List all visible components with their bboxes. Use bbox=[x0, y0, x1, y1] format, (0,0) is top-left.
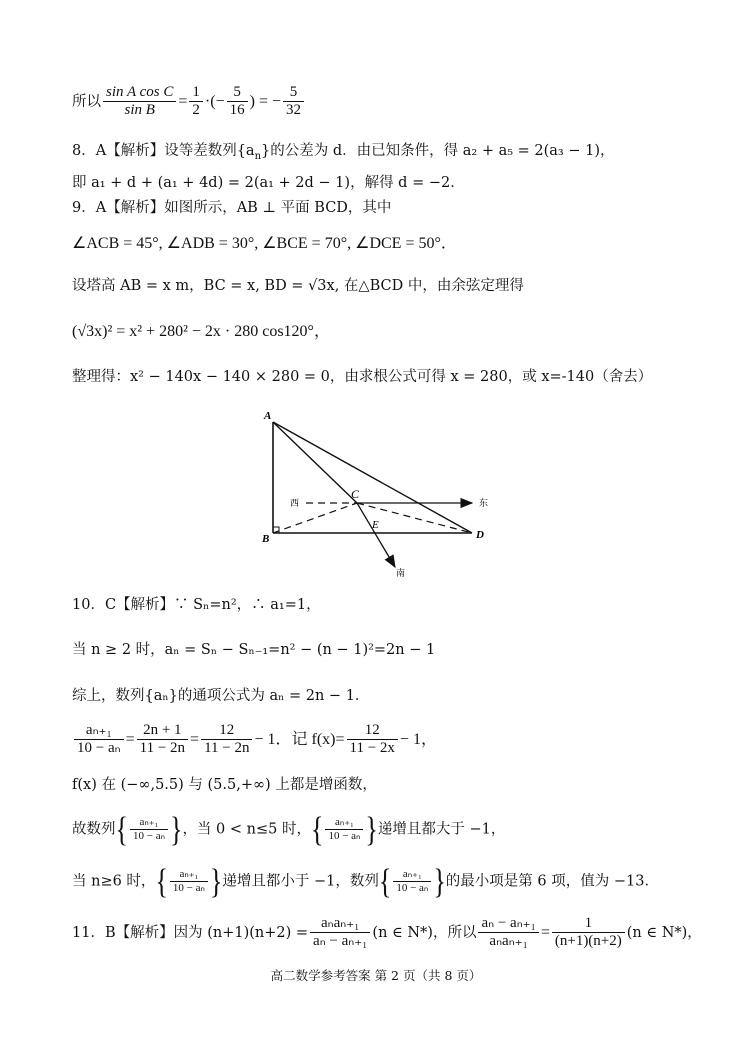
label-D: D bbox=[476, 529, 484, 541]
fraction-sinAcosC-over-sinB: $\frac{\text{sin A cos C}}{\text{sin B}}$ bbox=[103, 84, 176, 120]
problem-10-line-6: 故数列{ $\frac{\text{aₙ₊₁}}{\text{10 − aₙ}}$ }，当 0 < n≤5 时，{ $\frac{\text{aₙ₊₁}}{\text{10 − aₙ}}$ }递增且都大于 −1， bbox=[72, 809, 506, 850]
problem-9-solution: 整理得：x² − 140x − 140 × 280 = 0，由求根公式可得 x = 280，或 x=-140（舍去） bbox=[72, 369, 653, 385]
problem-8-line-1: 8．A【解析】设等差数列$\{a_n\}$的公差为 d．由已知条件，得 a₂ + a₅ = 2(a₃ − 1)， bbox=[72, 143, 615, 162]
south-arrow bbox=[357, 503, 395, 567]
problem-10-line-4: $\frac{\text{aₙ₊₁}}{\text{10 − aₙ}}$ = $\frac{2n + 1}{11 - 2n}$ = $\frac{12}{11 - 2n}$ − 1．记 f(x)= $\frac{12}{11 - 2x}$ − 1， bbox=[72, 722, 437, 758]
problem-9-line-1: 9．A【解析】如图所示，AB ⊥ 平面 BCD，其中 bbox=[72, 200, 392, 216]
tower-geometry-figure bbox=[250, 405, 510, 580]
problem-11-line-1: 11．B【解析】因为 (n+1)(n+2) = $\frac{\text{aₙaₙ₊₁}}{\text{aₙ − aₙ₊₁}}$ (n ∈ N*)，所以 $\frac{\text{aₙ − aₙ₊₁}}{\text{aₙaₙ₊₁}}$ = $\frac{1}{(n+1)(n+2)}$ (n ∈ N*)， bbox=[72, 915, 702, 950]
problem-7-conclusion: 所以 $\frac{\text{sin A cos C}}{\text{sin B}}$ = $\frac{1}{2}$ ·(− $\frac{5}{16}$ ) = − $\frac{5}{32}$ bbox=[72, 84, 306, 120]
label-A: A bbox=[264, 410, 272, 422]
problem-10-line-1: 10．C【解析】∵ Sₙ=n²，∴ a₁=1， bbox=[72, 597, 321, 613]
label-E: E bbox=[372, 519, 379, 531]
label-west: 西 bbox=[290, 498, 300, 508]
label-east: 东 bbox=[479, 498, 489, 508]
page-footer: 高二数学参考答案 第 2 页（共 8 页） bbox=[270, 968, 482, 983]
segment-BC bbox=[273, 503, 357, 533]
problem-9-line-3: 设塔高 AB = x m，BC = x, BD = √3x, 在△BCD 中，由余弦定理得 bbox=[72, 278, 524, 294]
problem-9-angles: ∠ACB = 45°, ∠ADB = 30°, ∠BCE = 70°, ∠DCE = 50°． bbox=[72, 235, 457, 252]
problem-10-line-5: f(x) 在 (−∞,5.5) 与 (5.5,+∞) 上都是增函数， bbox=[72, 777, 377, 793]
problem-10-line-2: 当 n ≥ 2 时，aₙ = Sₙ − Sₙ₋₁=n² − (n − 1)²=2n − 1 bbox=[72, 642, 436, 658]
label-B: B bbox=[262, 533, 270, 545]
label-C: C bbox=[351, 487, 360, 501]
problem-10-line-3: 综上，数列{aₙ}的通项公式为 aₙ = 2n − 1． bbox=[72, 688, 370, 704]
segment-AD bbox=[273, 422, 472, 533]
label-south: 南 bbox=[396, 568, 406, 578]
problem-10-line-7: 当 n≥6 时，{ $\frac{\text{aₙ₊₁}}{\text{10 − aₙ}}$ }递增且都小于 −1，数列{ $\frac{\text{aₙ₊₁}}{\text{10 − aₙ}}$ }的最小项是第 6 项，值为 −13． bbox=[72, 861, 659, 902]
problem-8-line-2: 即 a₁ + d + (a₁ + 4d) = 2(a₁ + 2d − 1)，解得 d = −2． bbox=[72, 175, 465, 191]
problem-9-cosine-law: (√3x)² = x² + 280² − 2x · 280 cos120°， bbox=[72, 323, 330, 340]
